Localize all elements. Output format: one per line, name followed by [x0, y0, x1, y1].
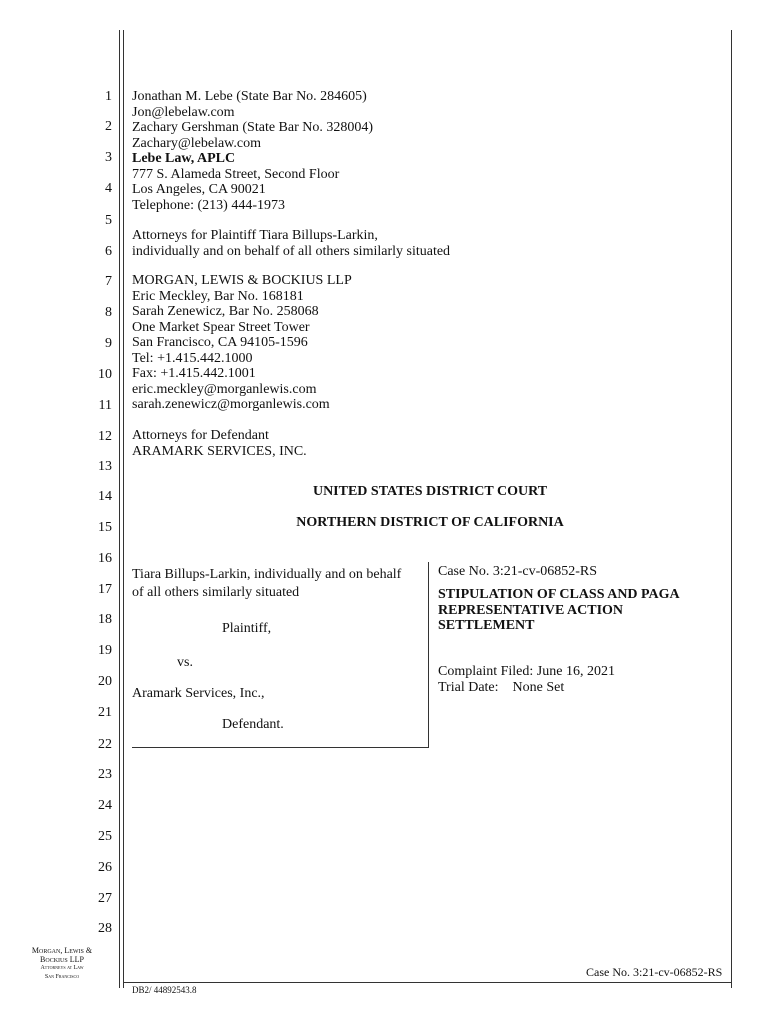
plaintiff-name-line: of all others similarly situated	[132, 585, 300, 600]
address-line: Telephone: (213) 444-1973	[132, 197, 285, 213]
firm-name-line: Morgan, Lewis &	[31, 946, 93, 955]
footer-case-number: Case No. 3:21-cv-06852-RS	[586, 965, 723, 979]
plaintiff-counsel-role	[132, 228, 450, 259]
counsel-line: Zachary Gershman (State Bar No. 328004)	[132, 120, 374, 135]
line-number: 27	[98, 891, 112, 906]
line-number: 1	[105, 89, 112, 104]
line-number: 6	[105, 244, 112, 259]
counsel-line: Jonathan M. Lebe (State Bar No. 284605)	[132, 89, 367, 104]
counsel-line: eric.meckley@morganlewis.com	[132, 381, 317, 397]
counsel-line: Tel: +1.415.442.1000	[132, 350, 253, 366]
counsel-line: Fax: +1.415.442.1001	[132, 366, 256, 381]
counsel-line: San Francisco, CA 94105-1596	[132, 335, 308, 350]
court-name: UNITED STATES DISTRICT COURT	[312, 484, 548, 499]
line-number: 16	[98, 551, 112, 566]
versus: vs.	[177, 655, 193, 670]
line-number: 2	[105, 119, 112, 134]
line-number: 11	[98, 398, 112, 413]
line-number: 24	[98, 798, 112, 813]
address-line: Los Angeles, CA 90021	[132, 182, 266, 197]
line-number: 5	[105, 213, 112, 228]
role-line: Attorneys for Defendant	[132, 428, 269, 443]
title-line: SETTLEMENT	[438, 618, 535, 633]
complaint-filed: Complaint Filed: June 16, 2021	[438, 664, 615, 679]
line-number: 19	[98, 643, 112, 658]
line-number: 13	[98, 459, 112, 474]
defendant-name: Aramark Services, Inc.,	[132, 686, 265, 701]
line-number: 3	[105, 150, 112, 165]
line-number: 17	[98, 582, 112, 597]
role-line: ARAMARK SERVICES, INC.	[132, 443, 307, 459]
line-number: 15	[98, 520, 112, 535]
line-number: 26	[98, 860, 112, 875]
address-line: 777 S. Alameda Street, Second Floor	[132, 166, 340, 182]
firm-sub-line: Attorneys at Law	[40, 965, 84, 971]
counsel-line: One Market Spear Street Tower	[132, 319, 310, 335]
line-number: 21	[98, 705, 112, 720]
left-margin-rule-outer	[119, 30, 120, 988]
document-title	[438, 587, 680, 634]
defendant-label: Defendant.	[222, 717, 284, 732]
line-number: 10	[98, 367, 112, 382]
footer-firm-block	[28, 946, 96, 982]
defendant-counsel-block	[132, 273, 352, 413]
counsel-line: Sarah Zenewicz, Bar No. 258068	[132, 304, 319, 319]
caption-plaintiff	[132, 566, 401, 602]
line-number: 14	[98, 489, 112, 504]
line-number: 4	[105, 181, 112, 196]
line-number: 8	[105, 305, 112, 320]
caption-divider	[428, 562, 429, 748]
footer-document-id: DB2/ 44892543.8	[132, 985, 197, 995]
footer-rule	[124, 982, 732, 983]
right-margin-rule	[731, 30, 732, 988]
line-number: 12	[98, 429, 112, 444]
plaintiff-label: Plaintiff,	[222, 621, 272, 636]
line-number: 18	[98, 612, 112, 627]
line-number: 9	[105, 336, 112, 351]
counsel-line: MORGAN, LEWIS & BOCKIUS LLP	[132, 273, 352, 288]
firm-name-line: Bockius LLP	[40, 955, 84, 964]
counsel-line: Eric Meckley, Bar No. 168181	[132, 288, 304, 304]
defendant-counsel-role	[132, 428, 307, 459]
counsel-line: Jon@lebelaw.com	[132, 104, 235, 120]
line-number: 28	[98, 921, 112, 936]
title-line: STIPULATION OF CLASS AND PAGA	[438, 587, 680, 602]
plaintiff-name-line: Tiara Billups-Larkin, individually and on behalf	[132, 567, 402, 582]
court-district: NORTHERN DISTRICT OF CALIFORNIA	[296, 515, 564, 530]
role-line: individually and on behalf of all others similarly situated	[132, 243, 451, 259]
firm-sub-line: San Francisco	[44, 974, 80, 980]
line-number: 7	[105, 274, 112, 289]
line-number: 20	[98, 674, 112, 689]
caption-bottom-rule	[132, 747, 429, 748]
plaintiff-firm-name: Lebe Law, APLC	[132, 151, 236, 166]
line-number: 23	[98, 767, 112, 782]
line-number: 22	[98, 737, 112, 752]
caption-case-number: Case No. 3:21-cv-06852-RS	[438, 564, 598, 579]
left-margin-rule-inner	[123, 30, 124, 988]
counsel-line: Zachary@lebelaw.com	[132, 135, 261, 151]
role-line: Attorneys for Plaintiff Tiara Billups-Larkin,	[132, 228, 378, 243]
counsel-line: sarah.zenewicz@morganlewis.com	[132, 397, 330, 412]
trial-date: Trial Date: None Set	[438, 680, 565, 695]
line-number: 25	[98, 829, 112, 844]
title-line: REPRESENTATIVE ACTION	[438, 602, 624, 618]
plaintiff-counsel-block	[132, 89, 373, 213]
